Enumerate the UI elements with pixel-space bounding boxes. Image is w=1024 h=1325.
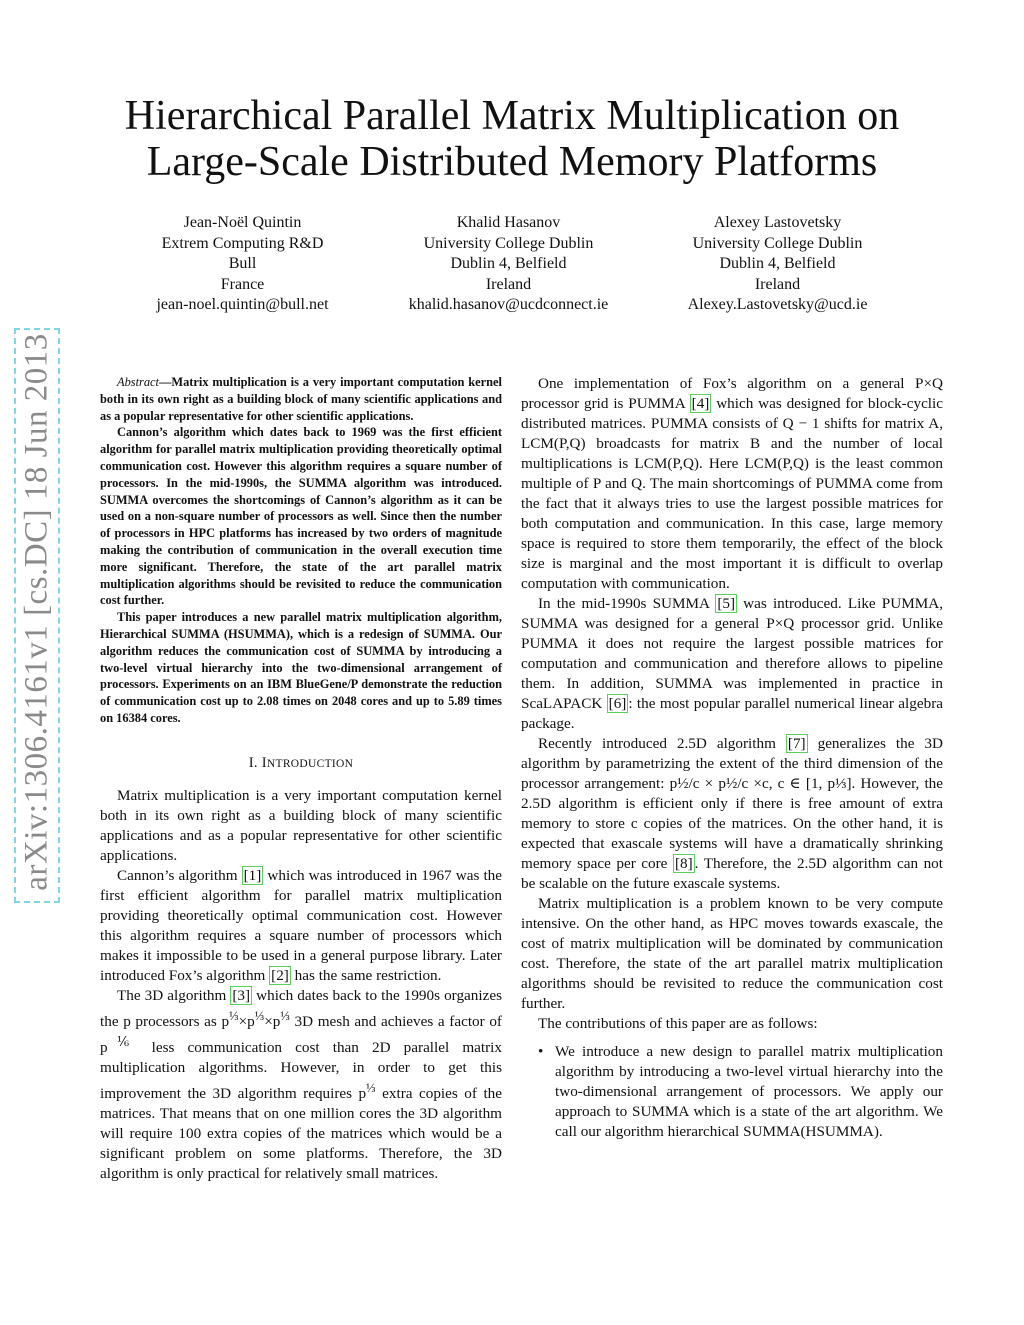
body-paragraph: The contributions of this paper are as follows: (538, 1015, 818, 1032)
body-paragraph: Matrix multiplication is a very important computation kernel both in its own right as a building block of many scientific applications and as a popular representative for other scientific applications. (100, 786, 502, 864)
author-affiliation: Extrem Computing R&D (161, 234, 324, 252)
title-line-1: Hierarchical Parallel Matrix Multiplication on (124, 93, 900, 139)
citation-link[interactable]: [1] (243, 866, 262, 884)
author-affiliation: Bull (228, 255, 257, 272)
citation-link[interactable]: [8] (674, 855, 693, 872)
abstract-paragraph: Cannon’s algorithm which dates back to 1969 was the first efficient algorithm for parallel matrix multiplication providing theoretically optimal communication cost. However this algorithm requires a square number of processors. In the mid-1990s, the SUMMA algorithm was introduced. SUMMA overcomes the shortcomings of Cannon’s algorithm as it can be used on a non-square number of processors as well. Since then the number of processors in HPC platforms has increased by two orders of magnitude making the contribution of communication in the overall execution time more significant. Therefore, the state of the art parallel matrix multiplication algorithms should be revisited to reduce the communication cost further. (100, 425, 502, 608)
abstract-paragraph: Abstract—Matrix multiplication is a very important computation kernel both in its own right as a building block of many scientific applications and as a popular representative for other scientific applications. (100, 375, 502, 423)
author-affiliation: France (220, 275, 265, 293)
citation-link[interactable]: [5] (717, 595, 736, 612)
author-3 (635, 213, 920, 316)
author-email: Alexey.Lastovetsky@ucd.ie (687, 296, 868, 313)
citation-link[interactable]: [2] (271, 966, 289, 984)
citation-link[interactable]: [6] (608, 695, 627, 712)
author-affiliation: Ireland (754, 275, 801, 293)
author-email: jean-noel.quintin@bull.net (156, 296, 329, 313)
author-email: khalid.hasanov@ucdconnect.ie (408, 296, 609, 313)
author-name: Jean-Noël Quintin (183, 214, 302, 231)
author-name: Khalid Hasanov (456, 214, 561, 231)
arxiv-watermark: arXiv:1306.4161v1 [cs.DC] 18 Jun 2013 (18, 333, 55, 891)
right-body (521, 374, 943, 1142)
body-paragraph: In the mid-1990s SUMMA [5] was introduced. Like PUMMA, SUMMA was designed for a general P×Q processor grid. Unlike PUMMA it does not require the largest possible matrices for computation and communication and therefore allows to pipeline them. In addition, SUMMA was implemented in practice in ScaLAPACK [6] : the most popular parallel numerical linear algebra package. (521, 595, 943, 732)
author-2 (365, 213, 652, 316)
citation-link[interactable]: [7] (787, 735, 806, 752)
body-paragraph: Cannon’s algorithm [1] which was introduced in 1967 was the first efficient algorithm for parallel matrix multiplication providing theoretically optimal communication cost. However this algorithm requires a square number of processors which makes it impossible to be used in a general purpose library. Later introduced Fox’s algorithm [2] has the same restriction. (100, 866, 502, 984)
right-column (521, 374, 943, 1142)
body-paragraph: One implementation of Fox’s algorithm on a general P×Q processor grid is PUMMA [4] which was designed for block-cyclic distributed matrices. PUMMA consists of Q − 1 shifts for matrix A, LCM(P,Q) broadcasts for matrix B and the number of local multiplications is LCM(P,Q). Here LCM(P,Q) is the least common multiple of P and Q. The main shortcomings of PUMMA come from the fact that it always tries to use the largest possible matrices for both computation and communication. In this case, large memory space is required to store them temporarily, the effect of the block size is marginal and the most important it is difficult to overlap computation with communication. (521, 375, 943, 592)
paper-title (80, 93, 944, 185)
citation-link[interactable]: [3] (232, 986, 251, 1004)
body-paragraph: Recently introduced 2.5D algorithm [7] generalizes the 3D algorithm by parametrizing the extent of the third dimension of the processor arrangement: p½/c × p½/c ×c, c ∈ [1, p⅓]. However, the 2.5D algorithm is efficient only if there is free amount of extra memory to store c copies of the matrices. On the other hand, it is expected that exascale systems will have a dramatically shrinking memory space per core [8] . Therefore, the 2.5D algorithm can not be scalable on the future exascale systems. (521, 735, 943, 892)
body-paragraph: Matrix multiplication is a problem known to be very compute intensive. On the other hand, as HPC moves towards exascale, the cost of matrix multiplication will be dominated by communication cost. Therefore, the state of the art parallel matrix multiplication algorithms should be revisited to reduce the communication cost further. (521, 895, 943, 1012)
left-column (100, 374, 502, 1184)
body-paragraph: The 3D algorithm [3] which dates back to the 1990s organizes the p processors as $p^{\frac{1}{3}}\times p^{\frac{1}{3}}\times p^{\frac{1}{3}}$ 3D mesh and achieves a factor of $p^{\frac{1}{6}}$ less communication cost than 2D parallel matrix multiplication algorithms. However, in order to get this improvement the 3D algorithm requires $p^{\frac{1}{3}}$ extra copies of the matrices. That means that on one million cores the 3D algorithm will require 100 extra copies of the matrices which would be a significant problem on some platforms. Therefore, the 3D algorithm is only practical for relatively small matrices. (100, 986, 503, 1182)
abstract-label: Abstract (117, 375, 159, 389)
contribution-list (521, 1042, 943, 1142)
abstract-paragraph: This paper introduces a new parallel matrix multiplication algorithm, Hierarchical SUMMA (HSUMMA), which is a redesign of SUMMA. Our algorithm reduces the communication cost of SUMMA by introducing a two-level virtual hierarchy into the two-dimensional arrangement of processors. Experiments on an IBM BlueGene/P demonstrate the reduction of communication cost up to 2.08 times on 2048 cores and up to 5.89 times on 16384 cores. (100, 610, 502, 725)
citation-link[interactable]: [4] (691, 395, 710, 412)
list-item: • We introduce a new design to parallel matrix multiplication algorithm by introducing a two-level virtual hierarchy into the two-dimensional arrangement of processors. We apply our approach to SUMMA which is a state of the art algorithm. We call our algorithm hierarchical SUMMA(HSUMMA). (555, 1042, 943, 1142)
introduction-body (100, 786, 502, 1184)
author-affiliation: Dublin 4, Belfield (450, 255, 567, 272)
author-name: Alexey Lastovetsky (713, 214, 842, 231)
author-1 (100, 213, 385, 316)
author-affiliation: Dublin 4, Belfield (719, 255, 836, 272)
author-affiliation: Ireland (485, 275, 532, 293)
author-affiliation: University College Dublin (423, 234, 594, 252)
title-line-2: Large-Scale Distributed Memory Platforms (146, 139, 878, 185)
abstract (100, 374, 502, 727)
section-heading: I. INTRODUCTION (248, 754, 354, 771)
author-affiliation: University College Dublin (692, 234, 863, 252)
